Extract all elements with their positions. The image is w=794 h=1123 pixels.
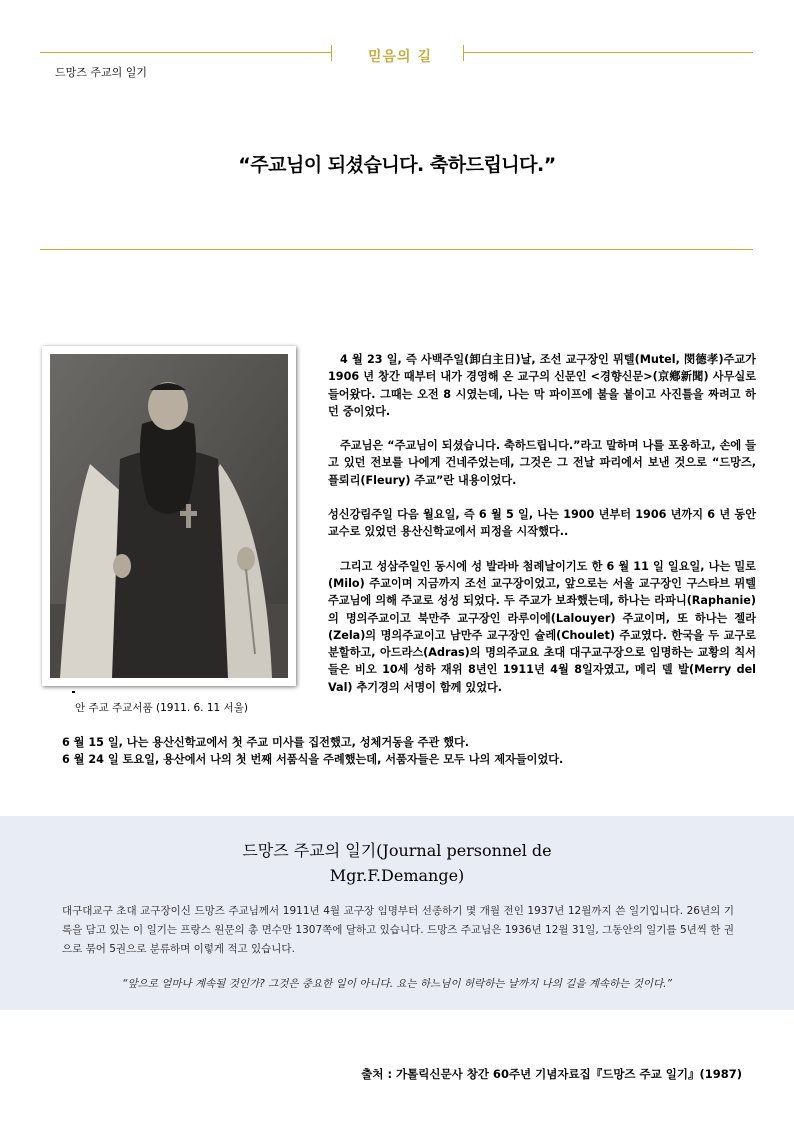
paragraph-1: 4 월 23 일, 즉 사백주일(卸白主日)날, 조선 교구장인 뮈텔(Mutel, 閔德孝)주교가 1906 년 창간 때부터 내가 경영해 온 교구의 신문인 <경향신문>(京鄕新聞) 사무실로 들어왔다. 그때는 오전 8 시였는데, 나는 막 파이프에 불을 붙이고 사진틀을 짜려고 하던 중이었다. [328, 353, 756, 418]
header-tick-left [331, 45, 332, 61]
info-box-quote: “앞으로 얼마나 계속될 것인가? 그것은 중요한 일이 아니다. 요는 하느님이 허락하는 날까지 나의 길을 계속하는 것이다.” [122, 978, 672, 990]
source-citation: 출처 : 가톨릭신문사 창간 60주년 기념자료집『드망즈 주교 일기』(1987) [361, 1067, 742, 1081]
title-rule [40, 249, 753, 250]
series-title: 드망즈 주교의 일기 [55, 66, 148, 79]
header-tick-right [463, 45, 464, 61]
photo-caption: 안 주교 주교서품 (1911. 6. 11 서울) [75, 702, 248, 714]
caption-marker [72, 691, 75, 693]
info-box-title [0, 838, 794, 888]
info-box [0, 816, 794, 1010]
header-rule-left [40, 52, 332, 53]
body-column [328, 351, 756, 696]
main-title: “주교님이 되셨습니다. 축하드립니다.” [238, 154, 556, 176]
paragraph-3: 성신강림주일 다음 월요일, 즉 6 월 5 일, 나는 1900 년부터 1906 년까지 6 년 동안 교수로 있었던 용산신학교에서 피정을 시작했다.. [328, 508, 756, 539]
info-box-title-line-2: Mgr.F.Demange) [329, 866, 465, 885]
photo-frame [42, 346, 296, 686]
header-rule-right [463, 52, 753, 53]
bishop-portrait-photo [50, 354, 288, 678]
paragraph-4: 그리고 성삼주일인 동시에 성 발라바 첨례날이기도 한 6 월 11 일 일요일, 나는 밀로(Milo) 주교이며 지금까지 조선 교구장이었고, 앞으로는 서울 교구장인 구스타브 뮈텔 주교님에 의해 주교로 성성 되었다. 두 주교가 보좌했는데, 하나는 라파니(Raphanie)의 명의주교이고 북만주 교구장인 라루이에(Lalouyer) 주교이며, 또 하나는 젤라(Zela)의 명의주교이고 남만주 교구장인 슐레(Choulet) 주교였다. 한국을 두 교구로 분할하고, 아드라스(Adras)의 명의주교요 초대 대구교구장으로 임명하는 교황의 칙서들은 비오 10세 성하 재위 8년인 1911년 4월 8일자였고, 메리 델 발(Merry del Val) 추기경의 서명이 함께 있었다. [328, 559, 756, 694]
info-box-title-line-1: 드망즈 주교의 일기(Journal personnel de [242, 841, 552, 860]
body-line-6: 6 월 24 일 토요일, 용산에서 나의 첫 번째 서품식을 주례했는데, 서품자들은 모두 나의 제자들이었다. [62, 753, 564, 766]
paragraph-2: 주교님은 “주교님이 되셨습니다. 축하드립니다.”라고 말하며 나를 포옹하고, 손에 들고 있던 전보를 나에게 건네주었는데, 그것은 그 전날 파리에서 보낸 것으로 “드망즈, 플뢰리(Fleury) 주교”란 내용이었다. [328, 439, 756, 487]
info-box-text: 대구대교구 초대 교구장이신 드망즈 주교님께서 1911년 4월 교구장 임명부터 선종하기 몇 개월 전인 1937년 12월까지 쓴 일기입니다. 26년의 기록을 담고 있는 이 일기는 프랑스 원문의 총 면수만 1307쪽에 달하고 있습니다. 드망즈 주교님은 1936년 12월 31일, 그동안의 일기를 5년씩 한 권으로 묶어 5권으로 분류하며 이렇게 적고 있습니다. [62, 905, 734, 955]
body-line-5: 6 월 15 일, 나는 용산신학교에서 첫 주교 미사를 집전했고, 성체거동을 주관 했다. [62, 736, 470, 749]
section-title: 믿음의 길 [368, 49, 432, 65]
